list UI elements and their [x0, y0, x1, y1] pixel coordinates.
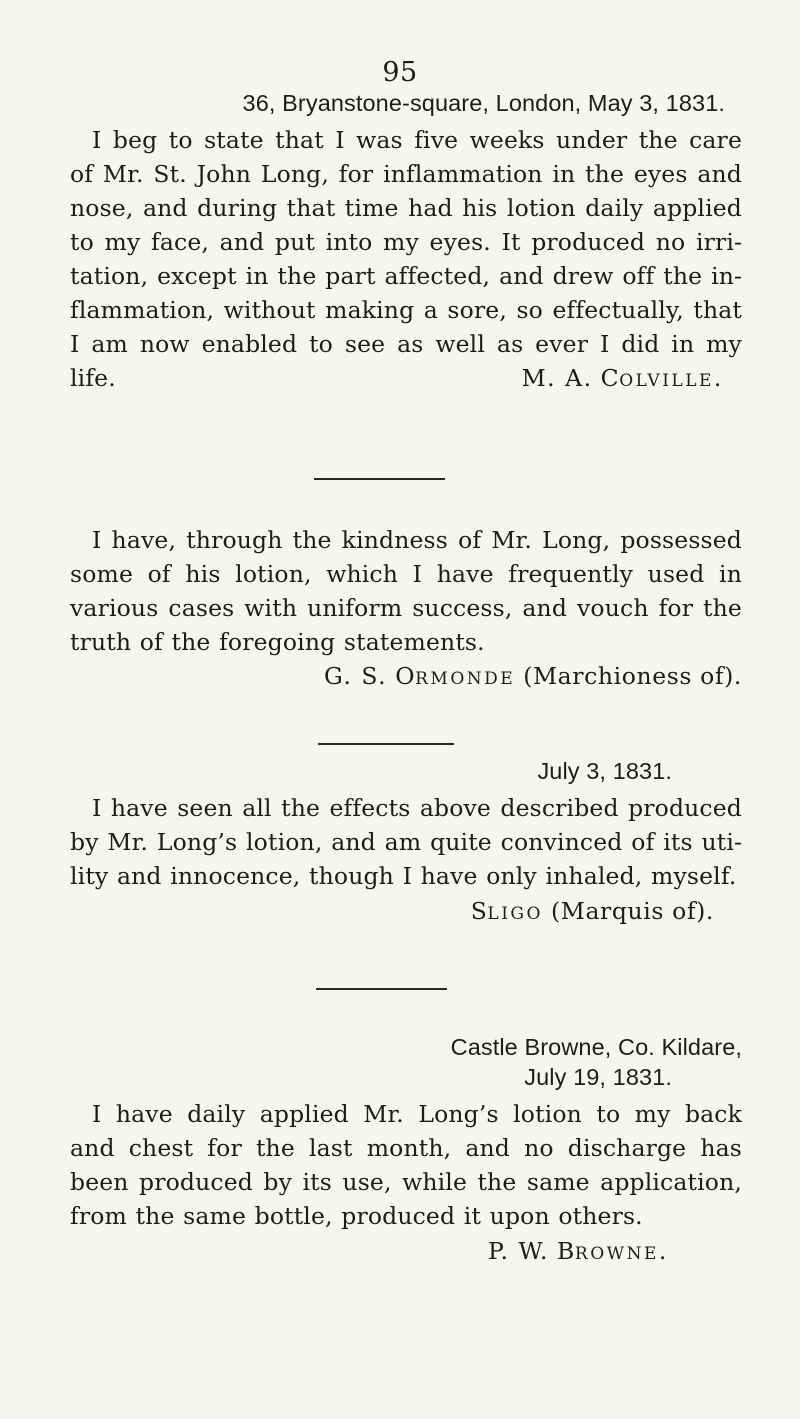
signature-suffix: . [713, 364, 722, 392]
signature-suffix: (Marquis of). [542, 897, 714, 925]
signature-name-initial: O [395, 662, 416, 690]
section-divider [316, 988, 447, 990]
letter-sligo [70, 756, 742, 786]
letter-heading: Castle Browne, Co. Kildare, [450, 1034, 742, 1060]
signature-name-initial: B [557, 1237, 575, 1265]
letter-browne-body [70, 1097, 742, 1233]
letter-ormonde-body [70, 523, 742, 659]
section-divider [318, 743, 454, 745]
letter-browne [70, 1032, 742, 1092]
signature [70, 894, 742, 931]
signature-colville [70, 361, 742, 398]
letter-body [70, 523, 742, 659]
letter-sligo-body [70, 791, 742, 893]
letter-heading: July 3, 1831. [537, 758, 672, 784]
signature-name-rest: ROWNE [574, 1244, 659, 1264]
signature-suffix: . [658, 1237, 667, 1265]
signature-initials: P. W. [487, 1237, 549, 1265]
signature-sligo [70, 894, 742, 931]
signature [70, 361, 742, 398]
signature-name-rest: LIGO [487, 904, 543, 924]
signature-initials: M. A. [521, 364, 593, 392]
section-divider [314, 478, 445, 480]
letter-paragraph: I have daily applied Mr. Long’s lotion to my back and chest for the last month, and no discharge has been produced by its use, while the same application, from the same bottle, produced it upon others. [70, 1100, 742, 1230]
signature-ormonde [70, 659, 742, 696]
signature-initials: G. S. [324, 662, 388, 690]
letter-paragraph: I have seen all the effects above described produced by Mr. Long’s lotion, and am quite convinced of its utility and innocence, though I have only inhaled, myself. [70, 794, 742, 890]
signature-name-rest: OLVILLE [619, 371, 714, 391]
signature-browne [70, 1234, 742, 1271]
letter-heading: 36, Bryanstone-square, London, May 3, 1831. [242, 90, 725, 116]
signature-name-initial: C [600, 364, 620, 392]
signature-suffix: (Marchioness of). [515, 662, 742, 690]
signature-name-initial: S [470, 897, 488, 925]
letter-paragraph: I have, through the kindness of Mr. Long, possessed some of his lotion, which I have frequently used in various cases with uniform success, and vouch for the truth of the foregoing statements. [70, 526, 742, 656]
page-number: 95 [382, 57, 418, 88]
signature-name-rest: RMONDE [415, 669, 516, 689]
signature [70, 1234, 742, 1271]
signature [70, 659, 742, 696]
letter-colville-body [70, 123, 742, 395]
letter-heading-date: July 19, 1831. [524, 1064, 672, 1090]
letter-body [70, 123, 742, 395]
letter-body [70, 1097, 742, 1233]
letter-body [70, 791, 742, 893]
letter-paragraph: I beg to state that I was five weeks under the care of Mr. St. John Long, for inflammation in the eyes and nose, and during that time had his lotion daily applied to my face, and put into my eyes. It produced no irritation, except in the part affected, and drew off the inflammation, without making a sore, so effectually, that I am now enabled to see as well as ever I did in my life. [70, 126, 742, 392]
letter-colville [70, 88, 742, 118]
